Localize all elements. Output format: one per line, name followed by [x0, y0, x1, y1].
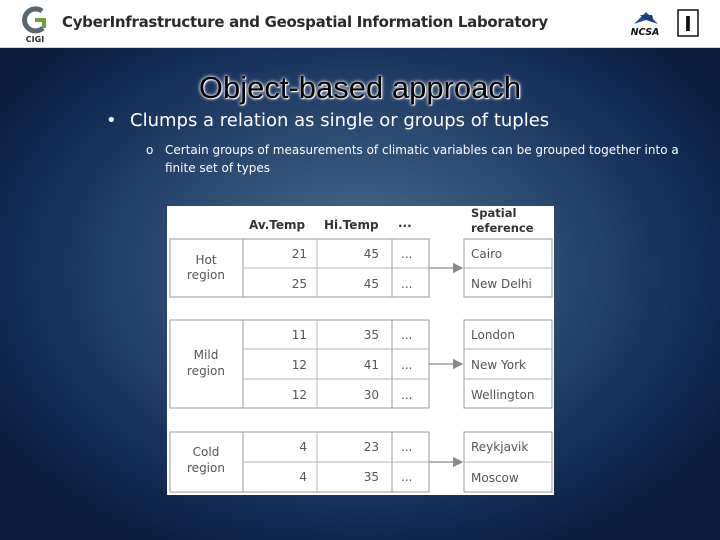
table-cell: 4	[299, 470, 307, 484]
avtemp-header: Av.Temp	[249, 218, 306, 232]
table-cell: 35	[363, 470, 379, 484]
table-cell: ...	[401, 277, 413, 291]
table-cell: 45	[363, 247, 379, 261]
more-columns-header: ...	[398, 216, 412, 230]
place-cell: Reykjavik	[471, 440, 529, 454]
hot-label-line2: region	[187, 268, 225, 282]
table-cell: 41	[363, 358, 379, 372]
illinois-logo-text: I	[684, 12, 692, 36]
table-cell: 45	[363, 277, 379, 291]
cold-label-line1: Cold	[192, 445, 220, 459]
table-cell: 25	[291, 277, 307, 291]
lab-name: CyberInfrastructure and Geospatial Information Laboratory	[62, 13, 548, 31]
table-cell: 12	[291, 388, 307, 402]
table-cell: ...	[401, 470, 413, 484]
place-cell: Moscow	[471, 471, 519, 485]
place-cell: New Delhi	[471, 277, 532, 291]
hitemp-header: Hi.Temp	[324, 218, 379, 232]
mild-label-line1: Mild	[193, 348, 219, 362]
slide-title: Object-based approach	[198, 70, 522, 105]
table-cell: 35	[363, 328, 379, 342]
bullet-text: Clumps a relation as single or groups of tuples	[130, 110, 550, 131]
table-cell: 12	[291, 358, 307, 372]
bullet-dot-icon: •	[106, 110, 117, 131]
ncsa-logo	[626, 10, 664, 38]
ncsa-logo-text: NCSA	[630, 27, 660, 38]
place-cell: Cairo	[471, 247, 503, 261]
spatial-header-line2: reference	[471, 221, 534, 235]
object-grouping-figure	[167, 206, 554, 495]
mild-label-line2: region	[187, 364, 225, 378]
table-cell: 4	[299, 440, 307, 454]
header-bar	[0, 0, 720, 48]
table-cell: ...	[401, 247, 413, 261]
place-cell: London	[471, 328, 515, 342]
table-cell: 21	[291, 247, 307, 261]
table-cell: 30	[363, 388, 379, 402]
sub-bullet-marker: o	[146, 143, 154, 157]
cigi-logo-text: CIGI	[25, 35, 45, 44]
table-cell: ...	[401, 440, 413, 454]
table-cell: ...	[401, 388, 413, 402]
place-cell: Wellington	[471, 388, 535, 402]
illinois-logo	[677, 9, 699, 37]
cigi-logo	[20, 4, 50, 44]
sub-bullet-item	[146, 141, 702, 177]
table-cell: ...	[401, 328, 413, 342]
table-cell: 11	[291, 328, 307, 342]
sub-bullet-text: Certain groups of measurements of climatic variables can be grouped together into a finite set of types	[165, 143, 679, 175]
table-cell: 23	[363, 440, 379, 454]
cold-label-line2: region	[187, 461, 225, 475]
place-cell: New York	[471, 358, 526, 372]
table-cell: ...	[401, 358, 413, 372]
spatial-header-line1: Spatial	[471, 206, 517, 220]
bullet-item	[106, 110, 549, 131]
hot-label-line1: Hot	[195, 253, 217, 267]
figure-svg	[167, 206, 554, 495]
